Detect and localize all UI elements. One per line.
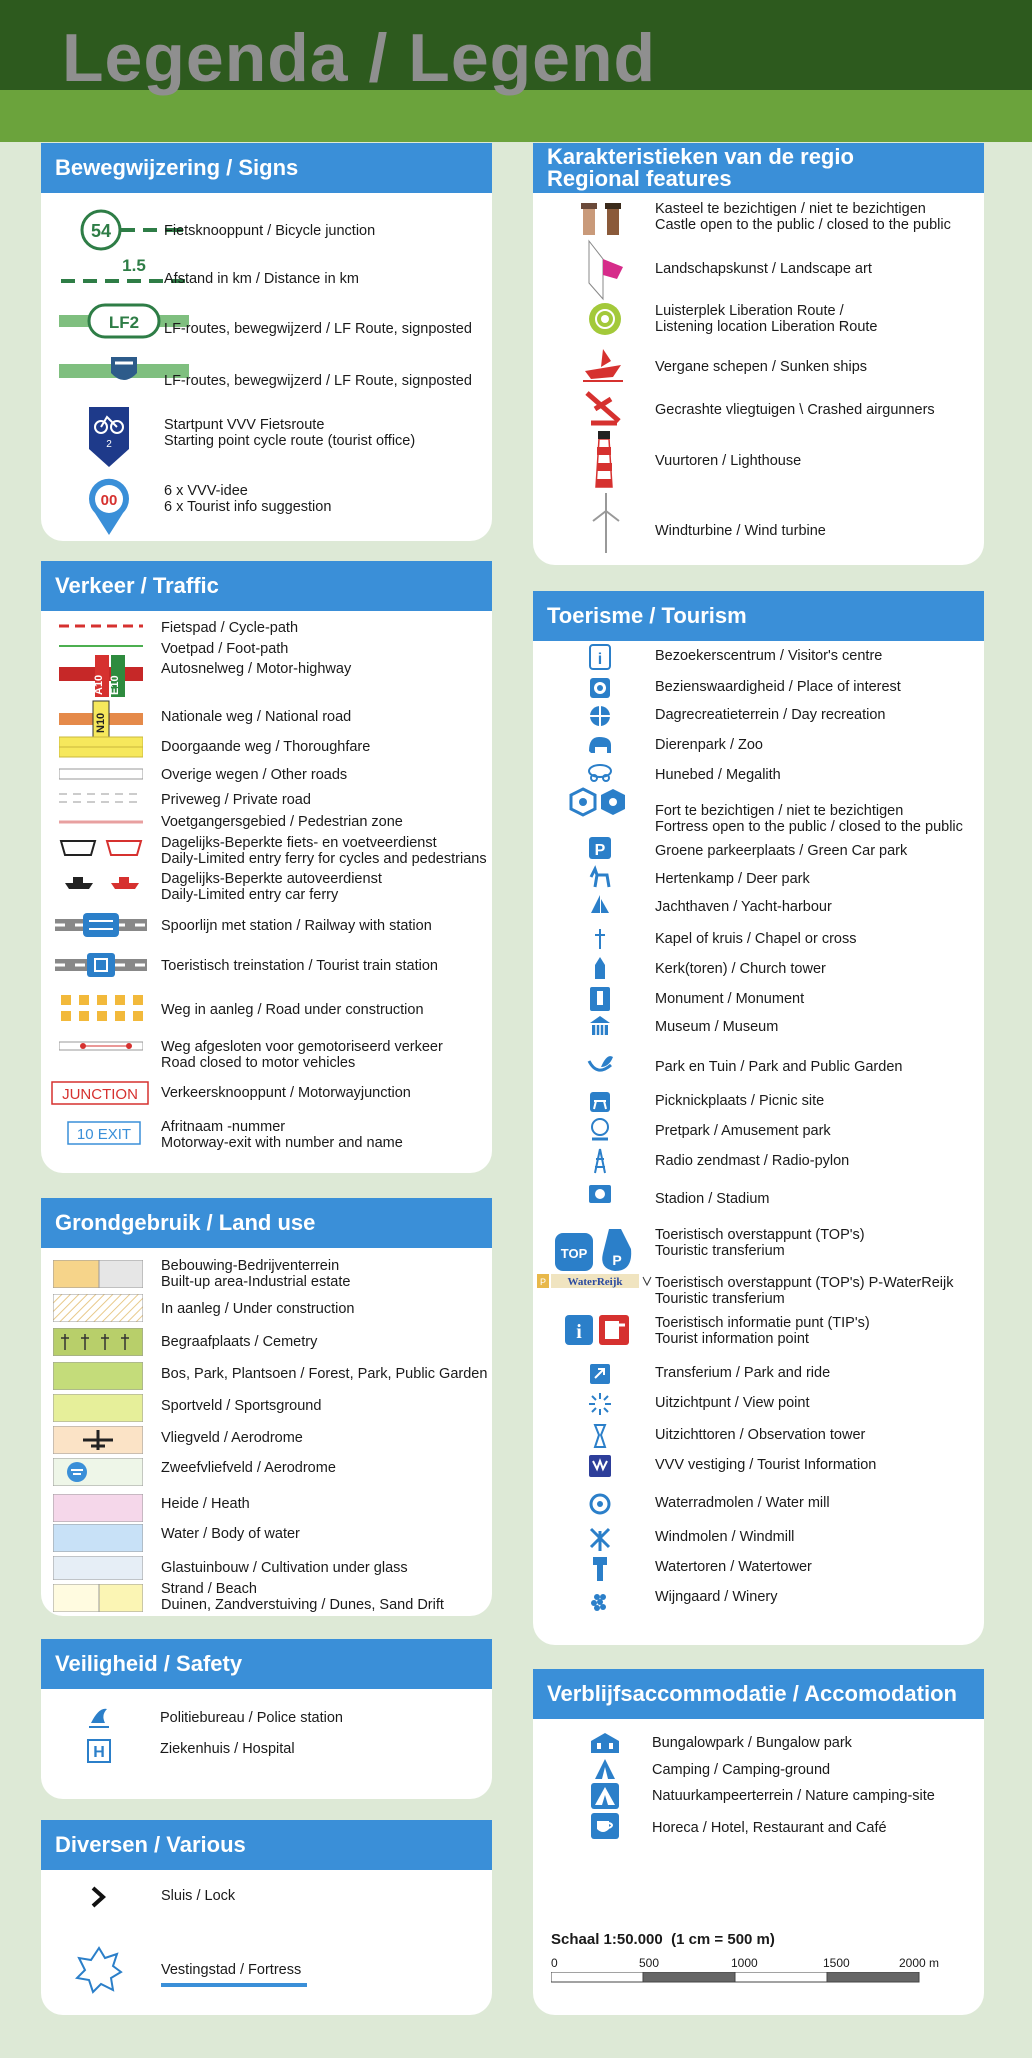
church-tower-icon bbox=[587, 955, 615, 983]
legend-label: Dierenpark / Zoo bbox=[655, 737, 763, 753]
legend-label: Fort te bezichtigen / niet te bezichtigen Fortress open to the public / closed to the public bbox=[655, 803, 963, 835]
scale-label: Schaal 1:50.000 (1 cm = 500 m) bbox=[551, 1931, 775, 1948]
aerodrome-swatch bbox=[53, 1426, 143, 1454]
top-transferium-icon bbox=[553, 1225, 639, 1275]
view-point-icon bbox=[587, 1391, 615, 1419]
legend-label: Afritnaam -nummer Motorway-exit with number and name bbox=[161, 1119, 403, 1151]
legend-label: Fietspad / Cycle-path bbox=[161, 620, 299, 636]
tourist-info-point-icon bbox=[563, 1311, 633, 1347]
yacht-harbour-icon bbox=[587, 893, 615, 921]
legend-label: Ziekenhuis / Hospital bbox=[160, 1741, 295, 1757]
top-waterreijk-icon bbox=[537, 1271, 653, 1293]
cemetery-swatch bbox=[53, 1328, 143, 1356]
deer-park-icon bbox=[587, 865, 615, 893]
legend-label: Bungalowpark / Bungalow park bbox=[652, 1735, 852, 1751]
safety-card bbox=[41, 1639, 492, 1799]
private-road-symbol bbox=[59, 791, 143, 805]
tourist-train-symbol bbox=[55, 949, 147, 981]
megalith-icon bbox=[587, 759, 615, 787]
legend-label: Park en Tuin / Park and Public Garden bbox=[655, 1059, 903, 1075]
svg-text:TOP: TOP bbox=[560, 1246, 588, 1261]
legend-label: Vliegveld / Aerodrome bbox=[161, 1430, 303, 1446]
legend-label: In aanleg / Under construction bbox=[161, 1301, 355, 1317]
legend-label: Pretpark / Amusement park bbox=[655, 1123, 831, 1139]
signs-card bbox=[41, 143, 492, 541]
legend-label: Priveweg / Private road bbox=[161, 792, 311, 808]
legend-label: Overige wegen / Other roads bbox=[161, 767, 348, 783]
legend-label: Camping / Camping-ground bbox=[652, 1762, 831, 1778]
svg-text:E10: E10 bbox=[109, 675, 121, 695]
legend-label: Vergane schepen / Sunken ships bbox=[655, 359, 868, 375]
landscape-art-icon bbox=[583, 239, 627, 301]
crashed-plane-icon bbox=[581, 387, 625, 427]
scale-tick-label: 0 bbox=[551, 1956, 558, 1970]
suggestion-count: 00 bbox=[100, 492, 118, 509]
park-garden-icon bbox=[587, 1051, 615, 1079]
legend-label: Politiebureau / Police station bbox=[160, 1710, 343, 1726]
tourism-heading: Toerisme / Tourism bbox=[533, 591, 984, 641]
zoo-icon bbox=[587, 731, 615, 759]
museum-icon bbox=[587, 1013, 615, 1041]
visitor-centre-icon bbox=[587, 643, 615, 671]
day-recreation-icon bbox=[587, 703, 615, 731]
sunken-ship-icon bbox=[581, 347, 625, 385]
svg-text:JUNCTION: JUNCTION bbox=[62, 1086, 138, 1103]
svg-text:2: 2 bbox=[106, 439, 112, 450]
traffic-heading: Verkeer / Traffic bbox=[41, 561, 492, 611]
heath-swatch bbox=[53, 1494, 143, 1522]
legend-label: Heide / Heath bbox=[161, 1496, 250, 1512]
motorway-symbol bbox=[59, 653, 143, 701]
legend-label: Gecrashte vliegtuigen \ Crashed airgunners bbox=[655, 402, 935, 418]
water-tower-icon bbox=[587, 1555, 615, 1583]
lf-route-code: LF2 bbox=[108, 313, 140, 332]
monument-icon bbox=[587, 985, 615, 1013]
legend-label: Nationale weg / National road bbox=[161, 709, 352, 725]
legend-label: Dagelijks-Beperkte autoveerdienst Daily-Limited entry car ferry bbox=[161, 871, 382, 903]
legend-label: LF-routes, bewegwijzerd / LF Route, signposted bbox=[164, 321, 472, 337]
picnic-site-icon bbox=[587, 1089, 615, 1117]
landuse-heading: Grondgebruik / Land use bbox=[41, 1198, 492, 1248]
construction-swatch bbox=[53, 1294, 143, 1322]
legend-label: Startpunt VVV Fietsroute Starting point cycle route (tourist office) bbox=[164, 417, 416, 449]
other-roads-symbol bbox=[59, 767, 143, 781]
glasshouse-swatch bbox=[53, 1556, 143, 1580]
water-mill-icon bbox=[587, 1491, 615, 1519]
legend-label: Vuurtoren / Lighthouse bbox=[655, 453, 802, 469]
legend-label: VVV vestiging / Tourist Information bbox=[655, 1457, 877, 1473]
legend-label: Strand / Beach Duinen, Zandverstuiving / Dunes, Sand Drift bbox=[161, 1581, 444, 1613]
windmill-icon bbox=[587, 1525, 615, 1553]
safety-heading: Veiligheid / Safety bbox=[41, 1639, 492, 1689]
legend-label: Jachthaven / Yacht-harbour bbox=[655, 899, 832, 915]
junction-number: 54 bbox=[90, 221, 112, 241]
traffic-card bbox=[41, 561, 492, 1173]
svg-text:P: P bbox=[612, 1252, 622, 1268]
foot-path-line bbox=[59, 641, 143, 651]
junction-badge bbox=[51, 1081, 149, 1105]
legend-label: Bezienswaardigheid / Place of interest bbox=[655, 679, 901, 695]
legend-label: Verkeersknooppunt / Motorwayjunction bbox=[161, 1085, 411, 1101]
wind-turbine-icon bbox=[589, 491, 623, 555]
legend-label: Windturbine / Wind turbine bbox=[655, 523, 826, 539]
legend-label: Sportveld / Sportsground bbox=[161, 1398, 322, 1414]
pedestrian-zone-symbol bbox=[59, 817, 143, 827]
glider-field-swatch bbox=[53, 1458, 143, 1486]
sportsground-swatch bbox=[53, 1394, 143, 1422]
legend-label: Toeristisch overstappunt (TOP's) Touristic transferium bbox=[655, 1227, 865, 1259]
lock-icon bbox=[85, 1884, 111, 1910]
svg-text:i: i bbox=[576, 1321, 582, 1343]
forest-swatch bbox=[53, 1362, 143, 1390]
legend-label: Uitzichttoren / Observation tower bbox=[655, 1427, 866, 1443]
svg-text:A10: A10 bbox=[93, 674, 105, 695]
svg-text:P: P bbox=[594, 842, 606, 859]
winery-icon bbox=[587, 1587, 615, 1615]
legend-label: Groene parkeerplaats / Green Car park bbox=[655, 843, 908, 859]
legend-label: Picknickplaats / Picnic site bbox=[655, 1093, 825, 1109]
legend-label: Monument / Monument bbox=[655, 991, 805, 1007]
legend-label: Museum / Museum bbox=[655, 1019, 779, 1035]
legend-label: Voetgangersgebied / Pedestrian zone bbox=[161, 814, 403, 830]
legend-label: Begraafplaats / Cemetry bbox=[161, 1334, 318, 1350]
fortress-icon bbox=[75, 1946, 123, 1994]
legend-label: Autosnelweg / Motor-highway bbox=[161, 661, 352, 677]
legend-label: Stadion / Stadium bbox=[655, 1191, 770, 1207]
legend-label: Windmolen / Windmill bbox=[655, 1529, 795, 1545]
scale-tick-label: 2000 m bbox=[899, 1956, 940, 1970]
scale-bar bbox=[551, 1972, 921, 1984]
fortress-open-icon bbox=[569, 787, 629, 817]
liberation-route-icon bbox=[587, 301, 623, 337]
legend-label: Afstand in km / Distance in km bbox=[164, 271, 360, 287]
legend-label: Dagelijks-Beperkte fiets- en voetveerdienst Daily-Limited entry ferry for cycles and pedestrians bbox=[161, 835, 487, 867]
chapel-icon bbox=[587, 925, 615, 953]
legend-label: Wijngaard / Winery bbox=[655, 1589, 778, 1605]
legend-label: Glastuinbouw / Cultivation under glass bbox=[161, 1560, 408, 1576]
start-point-icon bbox=[85, 405, 133, 469]
legend-label: 6 x VVV-idee 6 x Tourist info suggestion bbox=[164, 483, 332, 515]
legend-label: Uitzichtpunt / View point bbox=[655, 1395, 810, 1411]
legend-label: Kerk(toren) / Church tower bbox=[655, 961, 826, 977]
various-heading: Diversen / Various bbox=[41, 1820, 492, 1870]
park-and-ride-icon bbox=[587, 1361, 615, 1389]
police-icon bbox=[85, 1703, 113, 1729]
legend-label: Spoorlijn met station / Railway with station bbox=[161, 918, 432, 934]
svg-text:H: H bbox=[93, 1744, 105, 1761]
legend-label: Radio zendmast / Radio-pylon bbox=[655, 1153, 850, 1169]
svg-text:10 EXIT: 10 EXIT bbox=[76, 1126, 132, 1143]
place-of-interest-icon bbox=[587, 675, 615, 703]
legend-label: Water / Body of water bbox=[161, 1526, 300, 1542]
fortress-underline bbox=[161, 1982, 307, 1988]
legend-label: Hertenkamp / Deer park bbox=[655, 871, 810, 887]
thoroughfare-symbol bbox=[59, 735, 143, 759]
legend-label: Voetpad / Foot-path bbox=[161, 641, 289, 657]
camping-icon bbox=[593, 1757, 617, 1781]
legend-label: Sluis / Lock bbox=[161, 1888, 236, 1904]
legend-label: Toeristisch overstappunt (TOP's) P-WaterReijk Touristic transferium bbox=[655, 1275, 954, 1307]
legend-label: LF-routes, bewegwijzerd / LF Route, signposted bbox=[164, 373, 472, 389]
svg-text:N10: N10 bbox=[95, 712, 107, 733]
legend-label: Bos, Park, Plantsoen / Forest, Park, Public Garden bbox=[161, 1366, 488, 1382]
radio-pylon-icon bbox=[587, 1147, 615, 1175]
legend-label: Transferium / Park and ride bbox=[655, 1365, 831, 1381]
legend-label: Bebouwing-Bedrijventerrein Built-up area-Industrial estate bbox=[161, 1258, 351, 1290]
legend-label: Bezoekerscentrum / Visitor's centre bbox=[655, 648, 883, 664]
legend-label: Weg in aanleg / Road under construction bbox=[161, 1002, 424, 1018]
bungalow-icon bbox=[589, 1731, 621, 1755]
tourism-card bbox=[533, 591, 984, 1645]
exit-badge bbox=[67, 1121, 141, 1145]
beach-swatch bbox=[53, 1584, 143, 1612]
horeca-icon bbox=[591, 1813, 619, 1839]
tourist-suggestion-icon bbox=[85, 475, 133, 537]
railway-station-symbol bbox=[55, 909, 147, 941]
observation-tower-icon bbox=[587, 1423, 615, 1451]
legend-label: Weg afgesloten voor gemotoriseerd verkeer Road closed to motor vehicles bbox=[161, 1039, 443, 1071]
road-closed-symbol bbox=[59, 1039, 143, 1053]
landuse-card bbox=[41, 1198, 492, 1616]
cycle-path-line bbox=[59, 621, 143, 631]
cycle-ferry-symbol bbox=[59, 837, 143, 859]
distance-value: 1.5 bbox=[122, 256, 146, 275]
legend-label: Dagrecreatieterrein / Day recreation bbox=[655, 707, 886, 723]
legend-label: Hunebed / Megalith bbox=[655, 767, 781, 783]
car-ferry-symbol bbox=[59, 873, 143, 893]
signs-heading: Bewegwijzering / Signs bbox=[41, 143, 492, 193]
legend-label: Doorgaande weg / Thoroughfare bbox=[161, 739, 371, 755]
legend-label: Toeristisch informatie punt (TIP's) Tourist information point bbox=[655, 1315, 870, 1347]
vvv-office-icon bbox=[587, 1453, 615, 1481]
accommodation-card bbox=[533, 1669, 984, 2015]
various-card bbox=[41, 1820, 492, 2015]
hospital-icon bbox=[87, 1739, 111, 1763]
legend-label: Luisterplek Liberation Route / Listening location Liberation Route bbox=[655, 303, 878, 335]
scale-tick-label: 500 bbox=[639, 1956, 660, 1970]
legend-label: Fietsknooppunt / Bicycle junction bbox=[164, 223, 376, 239]
legend-label: Landschapskunst / Landscape art bbox=[655, 261, 872, 277]
legend-label: Kasteel te bezichtigen / niet te bezichtigen Castle open to the public / closed to the public bbox=[655, 201, 951, 233]
scale-tick-label: 1000 bbox=[731, 1956, 758, 1970]
lighthouse-icon bbox=[589, 429, 619, 491]
amusement-park-icon bbox=[587, 1117, 615, 1145]
legend-label: Toeristisch treinstation / Tourist train station bbox=[161, 958, 438, 974]
legend-label: Zweefvliefveld / Aerodrome bbox=[161, 1460, 336, 1476]
legend-label: Vestingstad / Fortress bbox=[161, 1962, 302, 1978]
legend-label: Kapel of kruis / Chapel or cross bbox=[655, 931, 857, 947]
builtup-swatch bbox=[53, 1260, 143, 1288]
page-title: Legenda / Legend bbox=[62, 20, 657, 96]
road-construction-symbol bbox=[59, 993, 143, 1023]
scale-tick-label: 1500 bbox=[823, 1956, 850, 1970]
castle-icon bbox=[577, 199, 627, 237]
regional-card bbox=[533, 143, 984, 565]
water-swatch bbox=[53, 1524, 143, 1552]
nature-camping-icon bbox=[591, 1783, 619, 1809]
regional-heading: Karakteristieken van de regio Regional features bbox=[533, 143, 984, 193]
svg-text:P: P bbox=[539, 1277, 547, 1287]
svg-text:i: i bbox=[597, 651, 603, 668]
svg-text:WaterReijk: WaterReijk bbox=[567, 1276, 623, 1288]
national-road-symbol bbox=[59, 699, 143, 739]
legend-label: Watertoren / Watertower bbox=[655, 1559, 812, 1575]
legend-label: Horeca / Hotel, Restaurant and Café bbox=[652, 1820, 887, 1836]
green-car-park-icon bbox=[587, 835, 615, 863]
legend-label: Natuurkampeerterrein / Nature camping-site bbox=[652, 1788, 935, 1804]
stadium-icon bbox=[587, 1181, 615, 1209]
accommodation-heading: Verblijfsaccommodatie / Accomodation bbox=[533, 1669, 984, 1719]
legend-label: Waterradmolen / Water mill bbox=[655, 1495, 830, 1511]
